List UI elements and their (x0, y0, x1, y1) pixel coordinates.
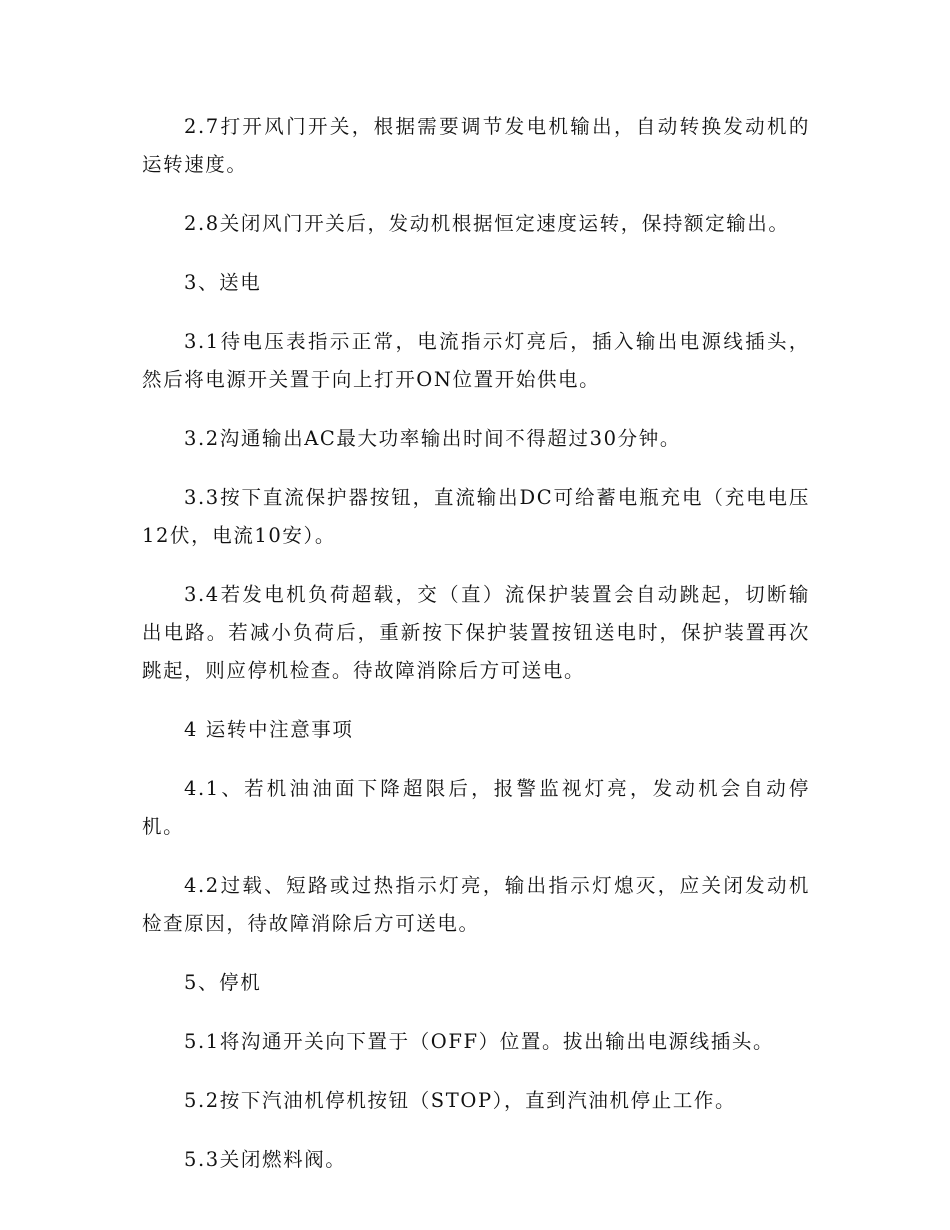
paragraph-5-1: 5.1将沟通开关向下置于（OFF）位置。拔出输出电源线插头。 (184, 1030, 775, 1053)
paragraph-4-1: 4.1、若机油油面下降超限后，报警监视灯亮，发动机会自动停机。 (142, 777, 810, 838)
paragraph-3-2: 3.2沟通输出AC最大功率输出时间不得超过30分钟。 (184, 427, 681, 450)
paragraph-4-2: 4.2过载、短路或过热指示灯亮，输出指示灯熄灭，应关闭发动机检查原因，待故障消除后方可送电。 (142, 874, 810, 935)
paragraph-3-1: 3.1待电压表指示正常，电流指示灯亮后，插入输出电源线插头，然后将电源开关置于向上打开ON位置开始供电。 (142, 330, 810, 391)
paragraph-2-7: 2.7打开风门开关，根据需要调节发电机输出，自动转换发动机的运转速度。 (142, 115, 810, 176)
paragraph-3-4: 3.4若发电机负荷超载，交（直）流保护装置会自动跳起，切断输出电路。若减小负荷后，重新按下保护装置按钮送电时，保护装置再次跳起，则应停机检查。待故障消除后方可送电。 (142, 583, 810, 682)
section-heading-4: 4 运转中注意事项 (184, 718, 354, 741)
paragraph-3-3: 3.3按下直流保护器按钮，直流输出DC可给蓄电瓶充电（充电电压12伏，电流10安）。 (142, 486, 810, 547)
paragraph-5-3: 5.3关闭燃料阀。 (184, 1148, 347, 1171)
section-heading-3: 3、送电 (184, 271, 262, 294)
section-heading-5: 5、停机 (184, 971, 262, 994)
paragraph-5-2: 5.2按下汽油机停机按钮（STOP），直到汽油机停止工作。 (184, 1089, 737, 1112)
document-body (142, 108, 810, 1200)
paragraph-2-8: 2.8关闭风门开关后，发动机根据恒定速度运转，保持额定输出。 (184, 212, 790, 235)
